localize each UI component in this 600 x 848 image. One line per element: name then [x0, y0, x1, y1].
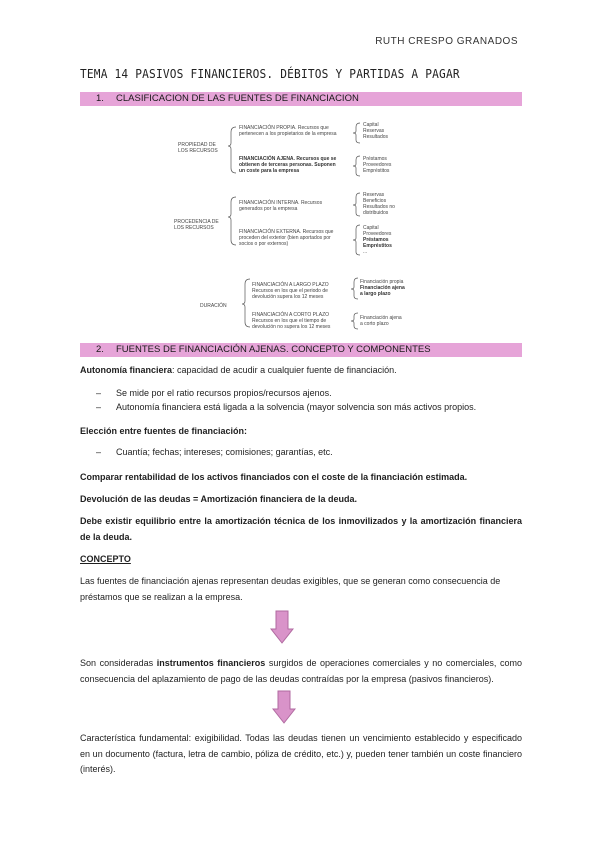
diagram-leaves-externa: Capital Proveedores Préstamos Empréstitos ... — [363, 225, 392, 255]
diagram-item-financiacion-ajena: FINANCIACIÓN AJENA. Recursos que se obtienen de terceras personas. Suponen un coste para la empresa — [239, 156, 337, 174]
diagram-item-financiacion-propia: FINANCIACIÓN PROPIA. Recursos que pertenecen a los propietarios de la empresa — [239, 125, 337, 137]
bracket-leaves-1a — [353, 123, 360, 143]
section-1-number: 1. — [96, 93, 104, 104]
diagram-item-corto-plazo: FINANCIACIÓN A CORTO PLAZO Recursos en los que el tiempo de devolución no supera los 12 meses — [252, 312, 331, 330]
diagram-group3-label: DURACIÓN — [200, 303, 227, 309]
concepto-paragraph: Las fuentes de financiación ajenas representan deudas exigibles, que se generan como consecuencia de préstamos que se realizan a la empresa. — [80, 576, 501, 602]
autonomia-definition: : capacidad de acudir a cualquier fuente de financiación. — [172, 365, 397, 375]
section-1-title: CLASIFICACION DE LAS FUENTES DE FINANCIACION — [116, 93, 359, 104]
diagram-item-financiacion-externa: FINANCIACIÓN EXTERNA. Recursos que proceden del exterior (bien aportados por socios o por externos) — [239, 229, 334, 247]
list-item: – Cuantía; fechas; intereses; comisiones; garantías, etc. — [96, 447, 333, 457]
devolucion-paragraph: Devolución de las deudas = Amortización financiera de la deuda. — [80, 494, 357, 504]
bracket-leaves-1b — [353, 156, 360, 176]
diagram-item-financiacion-interna: FINANCIACIÓN INTERNA. Recursos generados por la empresa — [239, 200, 323, 212]
autonomia-paragraph — [80, 363, 522, 379]
equilibrio-paragraph: Debe existir equilibrio entre la amortización técnica de los inmovilizados y la amortización financiera de la deuda. — [80, 516, 522, 542]
diagram-leaves-propia: Capital Reservas Resultados — [363, 122, 389, 140]
bracket-leaves-3b — [351, 313, 358, 329]
diagram-leaves-largo-plazo: Financiación propia Financiación ajena a largo plazo — [360, 279, 405, 297]
eleccion-heading: Elección entre fuentes de financiación: — [80, 426, 248, 436]
down-arrow-icon — [272, 690, 296, 724]
down-arrow-icon — [270, 610, 294, 644]
instrumentos-term: instrumentos financieros — [156, 658, 266, 668]
section-2-number: 2. — [96, 344, 104, 355]
diagram-leaves-ajena: Préstamos Proveedores Empréstitos — [363, 156, 392, 174]
author-name: RUTH CRESPO GRANADOS — [375, 36, 518, 47]
list-item: – Autonomía financiera está ligada a la solvencia (mayor solvencia son más activos propios. — [96, 402, 477, 412]
list-item: – Se mide por el ratio recursos propios/recursos ajenos. — [96, 388, 332, 398]
diagram-leaves-corto-plazo: Financiación ajena a corto plazo — [360, 315, 402, 327]
bracket-group1 — [228, 127, 236, 173]
caracteristica-paragraph: Característica fundamental: exigibilidad. Todas las deudas tienen un vencimiento establecido y especificado en un documento (factura, letra de cambio, póliza de crédito, etc.) y, pueden tener también un coste financiero (interés). — [80, 733, 522, 774]
concepto-heading: CONCEPTO — [80, 554, 131, 564]
bracket-group3 — [242, 279, 250, 327]
section-2-title: FUENTES DE FINANCIACIÓN AJENAS. CONCEPTO Y COMPONENTES — [116, 344, 431, 355]
page-title: TEMA 14 PASIVOS FINANCIEROS. DÉBITOS Y PARTIDAS A PAGAR — [80, 67, 460, 81]
instrumentos-paragraph: Son consideradas instrumentos financieros surgidos de operaciones comerciales y no comerciales, como consecuencia del aplazamiento de pago de las deudas contraídas por la empresa (pasivos financieros). — [80, 658, 522, 684]
section-2-header — [80, 343, 522, 357]
bracket-leaves-2b — [353, 225, 360, 255]
bracket-leaves-3a — [351, 278, 358, 299]
bracket-group2 — [228, 197, 236, 245]
comparar-paragraph: Comparar rentabilidad de los activos financiados con el coste de la financiación estimada. — [80, 472, 468, 482]
diagram-item-largo-plazo: FINANCIACIÓN A LARGO PLAZO Recursos en los que el periodo de devolución supera los 12 meses — [252, 282, 329, 300]
diagram-group2-label: PROCEDENCIA DE LOS RECURSOS — [174, 219, 219, 231]
autonomia-term: Autonomía financiera — [80, 365, 173, 375]
bracket-leaves-2a — [353, 193, 360, 216]
diagram-leaves-interna: Reservas Beneficios Resultados no distribuidos — [363, 192, 395, 216]
diagram-group1-label: PROPIEDAD DE LOS RECURSOS — [178, 142, 218, 154]
